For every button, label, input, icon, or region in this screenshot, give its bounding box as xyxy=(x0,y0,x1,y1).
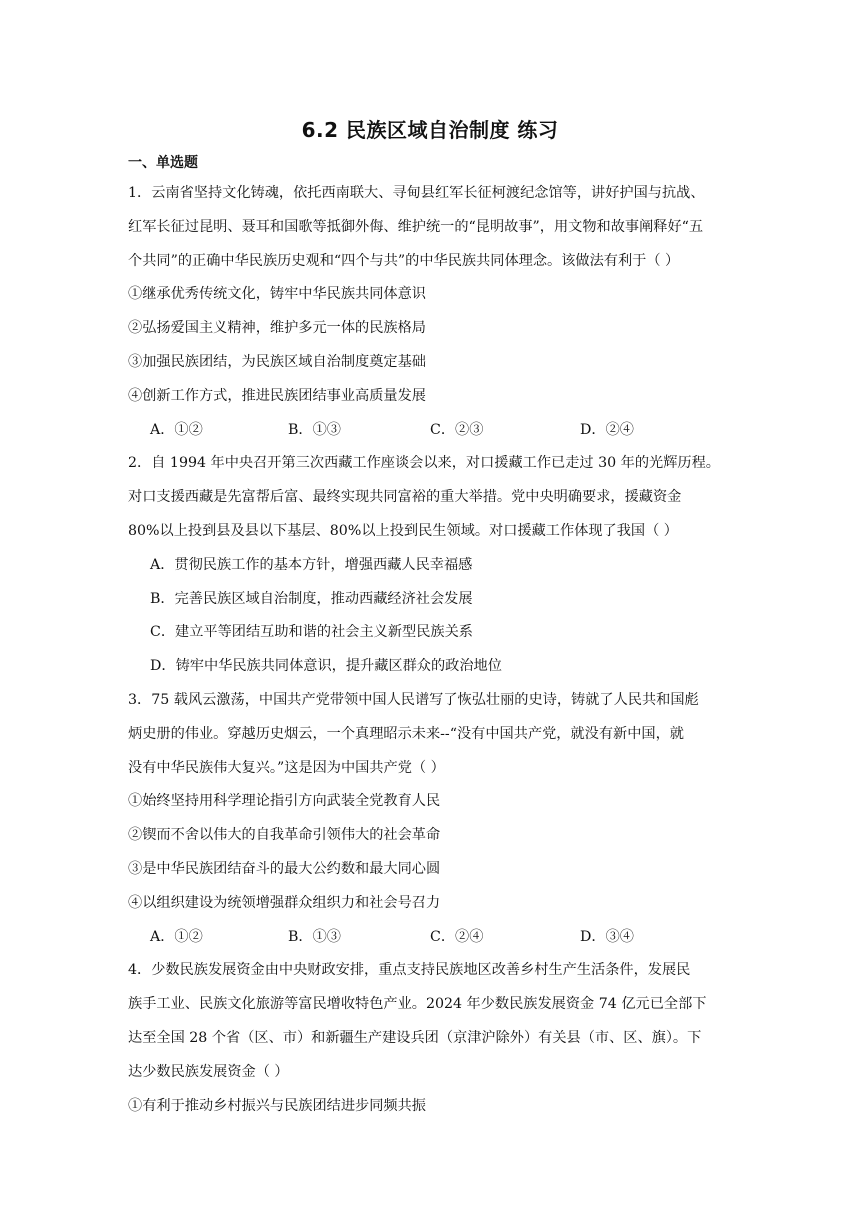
option-c[interactable]: C．②③ xyxy=(430,421,484,438)
statement-item: ③加强民族团结，为民族区域自治制度奠定基础 xyxy=(128,353,426,370)
question-list xyxy=(128,177,734,1123)
statement-item: ①有利于推动乡村振兴与民族团结进步同频共振 xyxy=(128,1097,426,1114)
answer-options xyxy=(128,921,734,955)
question-4 xyxy=(128,954,734,1123)
option-d[interactable]: D．②④ xyxy=(580,421,634,438)
question-1 xyxy=(128,177,734,447)
statement-item: ②弘扬爱国主义精神，维护多元一体的民族格局 xyxy=(128,320,426,337)
question-stem-line: 达至全国 28 个省（区、市）和新疆生产建设兵团（京津沪除外）有关县（市、区、旗）。下 xyxy=(128,1029,702,1046)
option-b[interactable]: B．①③ xyxy=(288,928,341,945)
option-d[interactable]: D．铸牢中华民族共同体意识，提升藏区群众的政治地位 xyxy=(150,658,502,675)
option-c[interactable]: C．②④ xyxy=(430,928,484,945)
question-stem-line: 3．75 载风云激荡，中国共产党带领中国人民谱写了恢弘壮丽的史诗，铸就了人民共和国彪 xyxy=(128,691,699,708)
question-stem-line: 达少数民族发展资金（ ） xyxy=(128,1063,289,1080)
statement-item: ④创新工作方式，推进民族团结事业高质量发展 xyxy=(128,387,426,404)
question-stem-line: 4．少数民族发展资金由中央财政安排，重点支持民族地区改善乡村生产生活条件，发展民 xyxy=(128,962,691,979)
question-stem-line: 对口支援西藏是先富帮后富、最终实现共同富裕的重大举措。党中央明确要求，援藏资金 xyxy=(128,489,682,506)
question-stem-line: 个共同”的正确中华民族历史观和“四个与共”的中华民族共同体理念。该做法有利于（ ） xyxy=(128,252,680,269)
option-c[interactable]: C．建立平等团结互助和谐的社会主义新型民族关系 xyxy=(150,624,473,641)
option-a[interactable]: A．①② xyxy=(150,928,203,945)
page-title: 6.2 民族区域自治制度 练习 xyxy=(301,118,559,142)
question-stem-line: 80%以上投到县及县以下基层、80%以上投到民生领域。对口援藏工作体现了我国（ ） xyxy=(128,522,678,539)
option-b[interactable]: B．完善民族区域自治制度，推动西藏经济社会发展 xyxy=(150,590,473,607)
statement-item: ①继承优秀传统文化，铸牢中华民族共同体意识 xyxy=(128,286,426,303)
question-3 xyxy=(128,684,734,954)
question-stem-line: 红军长征过昆明、聂耳和国歌等抵御外侮、维护统一的“昆明故事”，用文物和故事阐释好“五 xyxy=(128,218,704,235)
statement-item: ①始终坚持用科学理论指引方向武装全党教育人民 xyxy=(128,793,441,810)
option-a[interactable]: A．贯彻民族工作的基本方针，增强西藏人民幸福感 xyxy=(150,556,473,573)
question-stem-line: 没有中华民族伟大复兴。”这是因为中国共产党（ ） xyxy=(128,759,445,776)
option-b[interactable]: B．①③ xyxy=(288,421,341,438)
answer-options xyxy=(128,414,734,448)
question-stem-line: 族手工业、民族文化旅游等富民增收特色产业。2024 年少数民族发展资金 74 亿元已全部下 xyxy=(128,996,707,1013)
section-heading: 一、单选题 xyxy=(128,155,198,171)
question-2 xyxy=(128,447,734,684)
statement-item: ④以组织建设为统领增强群众组织力和社会号召力 xyxy=(128,894,441,911)
question-stem-line: 1．云南省坚持文化铸魂，依托西南联大、寻甸县红军长征柯渡纪念馆等，讲好护国与抗战、 xyxy=(128,185,705,201)
question-stem-line: 2．自 1994 年中央召开第三次西藏工作座谈会以来，对口援藏工作已走过 30 年的光辉历程。 xyxy=(128,455,720,472)
statement-item: ③是中华民族团结奋斗的最大公约数和最大同心圆 xyxy=(128,860,441,877)
option-d[interactable]: D．③④ xyxy=(580,928,634,945)
question-stem-line: 炳史册的伟业。穿越历史烟云，一个真理昭示未来--“没有中国共产党，就没有新中国，就 xyxy=(128,725,684,742)
option-a[interactable]: A．①② xyxy=(150,421,203,438)
statement-item: ②锲而不舍以伟大的自我革命引领伟大的社会革命 xyxy=(128,827,441,844)
